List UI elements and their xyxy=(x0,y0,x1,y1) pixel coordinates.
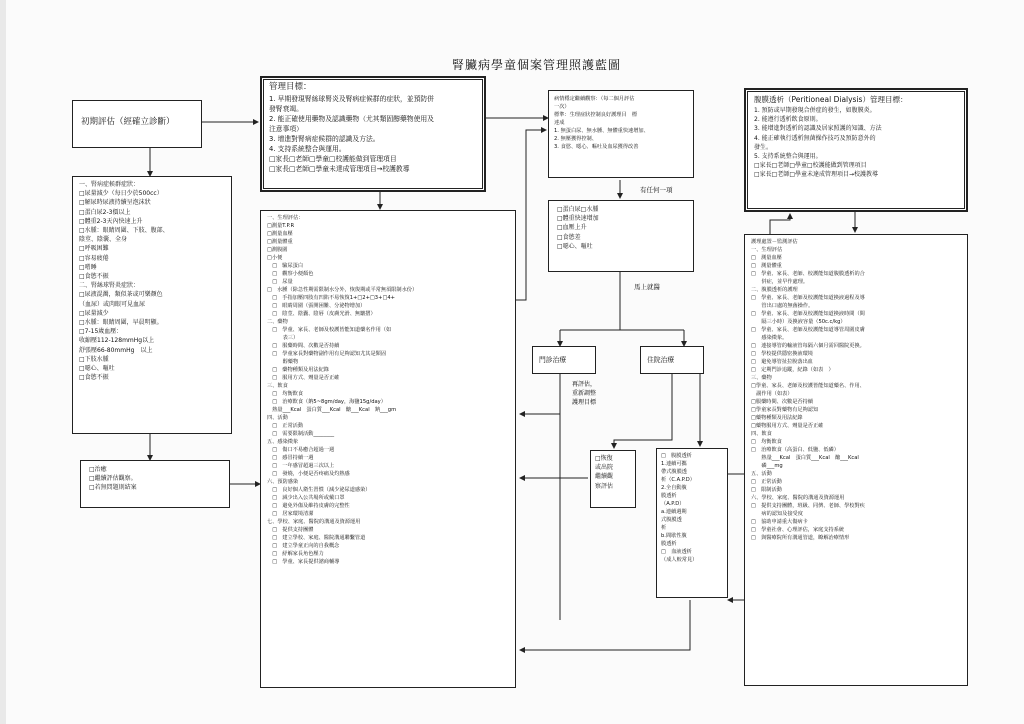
pd-goal-line: 1. 預防或早期發現合併症的發生，如腹膜炎。 xyxy=(754,107,876,114)
care-line: □ 提供支持團體 xyxy=(267,527,314,533)
care-line: □ 服用方式、劑量是否正確 xyxy=(267,375,340,381)
pd-goals-heading: 腹膜透析（Peritioneal Dialysis）管理目標： xyxy=(754,95,908,104)
symptom-line: □食慾不振 xyxy=(79,273,109,281)
dialysis-care-line: □ 正常活動 xyxy=(751,479,782,485)
dialysis-line: （成人較常見） xyxy=(661,557,698,563)
symptom-line: □水腫：眼睛周圍，早晨明顯。 xyxy=(79,319,163,327)
outcome-line: □治癒 xyxy=(89,466,107,473)
care-line: □ 學童、家長提供諮商輔導 xyxy=(267,559,340,565)
care-line: 六、預防感染 xyxy=(267,479,299,485)
care-line: □ 尿量 xyxy=(267,279,293,285)
care-line: □ 居家環境清潔 xyxy=(267,511,314,517)
goal-line: 1. 早期發現腎絲球腎炎及腎病症候群的症狀，並預防併 xyxy=(269,95,434,103)
dialysis-care-line: 併症，並早作處理。 xyxy=(751,279,809,285)
symptoms-box xyxy=(72,176,232,434)
symptom-line: □蛋白尿2-3價以上 xyxy=(79,208,131,216)
symptom-item: □體重快速增加 xyxy=(557,215,599,223)
initial-evaluation-label: 初期評估（經確立診斷） xyxy=(81,117,175,127)
symptom-line: 收縮壓112-128mmHg以上 xyxy=(79,337,155,345)
dialysis-care-box xyxy=(744,234,968,686)
goal-line: 3. 增進對腎病症候群的認識及方法。 xyxy=(269,135,380,143)
outcome-line: □繼續評估觀察。 xyxy=(89,475,137,483)
dialysis-care-line: 四、飲食 xyxy=(751,431,772,437)
dialysis-modes-box xyxy=(656,448,728,598)
warning-symptoms-list xyxy=(557,205,685,251)
re-evaluate-note xyxy=(572,380,596,408)
management-goals-list xyxy=(269,94,477,174)
dialysis-care-line: □服藥時間、次數是否持續 xyxy=(751,399,813,405)
care-line: □測腹圍 xyxy=(267,247,288,253)
dialysis-care-line: □ 測量體重 xyxy=(751,263,782,269)
dialysis-care-line: □ 提供支持團體，班級、同儕、老師、學校對疾 xyxy=(751,503,865,509)
symptom-item: □食慾差 xyxy=(557,233,581,241)
dialysis-care-line: □ 學童、家長、老師及校護能知道換液時間（間 xyxy=(751,311,865,317)
recovery-text xyxy=(595,454,631,491)
inpatient-label: 住院治療 xyxy=(647,356,675,364)
care-line: □ 手指加壓四肢有凹陷不易恢復1+□2+□3+□4+ xyxy=(267,295,396,301)
care-line: 醇藥物 xyxy=(267,359,299,365)
symptom-line: 陰莖、陰囊、全身 xyxy=(79,236,128,244)
dialysis-line: a.連續週期 xyxy=(661,509,687,515)
dialysis-line: 析 xyxy=(661,525,667,531)
care-line: 三、飲食 xyxy=(267,383,288,389)
care-line: □ 發燒，小便是否疼痛及灼熱感 xyxy=(267,471,350,477)
care-line: 二、藥物 xyxy=(267,319,288,325)
dialysis-care-line: 熱量___Kcal 蛋白質___Kcal 醣___Kcal xyxy=(751,455,859,461)
dialysis-line: 膜透析 xyxy=(661,493,677,499)
pd-goal-line: □家長□老師□學童□校護能做到管理項目 xyxy=(754,162,867,170)
symptom-item: □血壓上升 xyxy=(557,224,587,232)
pd-goal-line: 4. 能正確執行透析無菌操作技巧及預防意外的 xyxy=(754,134,876,142)
nursing-care-box xyxy=(260,210,516,688)
observation-line: 一次） xyxy=(554,104,570,110)
symptom-line: □尿液混濁，類似茶或可樂顏色 xyxy=(79,291,163,299)
outpatient-label: 門診治療 xyxy=(539,356,567,364)
dialysis-line: 1.連續可攜 xyxy=(661,461,687,467)
dialysis-care-line: 一、生理評估 xyxy=(751,247,783,253)
dialysis-care-line: □ 學童社會、心理評估，家庭支持系統 xyxy=(751,527,845,533)
pd-goal-line: 3. 能增進對透析的認識及居家照護的知識、方法 xyxy=(754,125,882,133)
recovery-box xyxy=(590,450,636,508)
dialysis-care-line: 感染徵象。 xyxy=(751,335,788,341)
symptom-line: □噁心、嘔吐 xyxy=(79,365,115,373)
dialysis-care-line: 副作用（如表） xyxy=(751,391,793,397)
care-line: □ 正常活動 xyxy=(267,423,304,429)
dialysis-line: b.間歇性腹 xyxy=(661,533,687,539)
observation-line: 2. 無壓獲得控制、 xyxy=(554,136,597,142)
symptom-line: □水腫：眼睛周圍、下肢、腹部、 xyxy=(79,227,169,235)
observation-line: 達成 xyxy=(554,120,565,126)
symptom-line: □嗜睡 xyxy=(79,263,97,271)
care-line: □ 減少出入公共場所或戴口罩 xyxy=(267,495,345,501)
symptom-line: 一、腎病症候群症狀： xyxy=(79,181,140,188)
dialysis-care-line: □學童、家長、老師及校護皆能知道藥名、作用、 xyxy=(751,383,865,389)
symptom-line: □食慾不振 xyxy=(79,374,109,382)
care-line: □ 避免外傷及維持皮膚的完整性 xyxy=(267,503,350,509)
care-line: 七、學校、家庭、醫院的溝通及資源運用 xyxy=(267,519,361,525)
recovery-line: □恢復 xyxy=(595,455,613,462)
dialysis-care-line: 隔三小時）及換液容量（50c.c/kg） xyxy=(751,319,846,325)
pd-goal-line: 發生。 xyxy=(754,143,773,151)
pd-goals-list xyxy=(754,106,958,180)
dialysis-care-line: □ 均衡飲食 xyxy=(751,439,782,445)
dialysis-care-list xyxy=(751,238,961,542)
care-line: 熱量___Kcal 蛋白質___Kcal 醣___Kcal 鈉___gm xyxy=(267,407,397,413)
symptom-line: □尿量減少 xyxy=(79,309,109,317)
observation-line: 病情穩定繼續觀察：（每二個月評估 xyxy=(554,96,635,102)
dialysis-care-line: □ 限制活動 xyxy=(751,487,782,493)
symptom-line: （血尿）或肉眼可見血尿 xyxy=(79,300,146,308)
dialysis-line: （A.P.D） xyxy=(661,501,685,507)
stable-observation-text xyxy=(554,95,688,151)
care-line: □ 需要限制活動________ xyxy=(267,431,335,437)
dialysis-care-line: □藥物服用方式、劑量是否正確 xyxy=(751,423,824,429)
symptom-line: 舒張壓66-80mmHg 以上 xyxy=(79,346,153,354)
dialysis-line: 式腹膜透 xyxy=(661,517,682,523)
symptom-item: □蛋白尿□水腫 xyxy=(557,206,599,213)
dialysis-line: 2.全自動腹 xyxy=(661,485,687,491)
dialysis-care-line: 護理處置－監測評估 xyxy=(751,239,798,245)
care-line: □ 建立學童正向的自我概念 xyxy=(267,543,340,549)
care-line: □ 觀察小便顏色 xyxy=(267,271,314,277)
symptom-item: □噁心、嘔吐 xyxy=(557,242,593,250)
observation-line: 1. 無蛋白尿、無水腫、無體重快速增加、 xyxy=(554,128,649,134)
dialysis-care-line: □ 學童、家長、老師及校護能知道導管周圍皮膚 xyxy=(751,327,865,333)
dialysis-care-line: □ 治療飲食（高蛋白、低鹽、低磷） xyxy=(751,447,839,453)
outcome-line: □若無問題則結案 xyxy=(89,484,137,492)
dialysis-care-line: □ 學校提供隱密換液環境 xyxy=(751,351,813,357)
care-line: □ 學童、家長、老師及校護皆能知道藥名作用（如 xyxy=(267,327,392,333)
dialysis-care-line: 六、學校、家庭、醫院的溝通及資源運用 xyxy=(751,495,845,501)
care-line: □ 紓解家長角色壓力 xyxy=(267,551,324,557)
reeval-line: 重新調整 xyxy=(572,390,597,398)
care-line: □ 陰莖、陰囊、陰唇（皮膚光滑、無皺摺） xyxy=(267,311,376,317)
any-item-label: 有任何一項 xyxy=(640,186,673,194)
dialysis-care-line: □ 定期門診追蹤，紀錄（如表 ） xyxy=(751,367,834,373)
goal-line: □家長□老師□學童未達成管理項目→校護教導 xyxy=(269,165,410,173)
dialysis-care-line: 病的認知及接受度 xyxy=(751,511,803,517)
dialysis-line: □ 腹膜透析 xyxy=(661,453,692,459)
care-line: □ 良好個人衛生習慣（減少泌尿道感染） xyxy=(267,487,371,493)
dialysis-care-line: □ 避免導管扯拉脫落出血 xyxy=(751,359,813,365)
care-line: □測量體重 xyxy=(267,239,293,245)
care-line: □ 藥物種類及用法紀錄 xyxy=(267,367,329,373)
symptoms-list xyxy=(79,180,225,382)
dialysis-care-line: 磷___mg xyxy=(751,463,783,469)
symptom-line: □呼吸困難 xyxy=(79,245,109,253)
inpatient-box xyxy=(640,346,704,374)
dialysis-care-line: □藥物種類及用法紀錄 xyxy=(751,415,803,421)
care-line: □測量血壓 xyxy=(267,231,293,237)
symptom-line: □體重2-3天內快速上升 xyxy=(79,217,143,225)
care-line: □ 學童家長對藥物副作用有足夠認知尤其是類固 xyxy=(267,351,387,357)
pd-goal-line: □家長□老師□學童未達成管理項目→校護教導 xyxy=(754,171,879,179)
symptom-line: □容易疲倦 xyxy=(79,254,109,262)
recovery-line: 察評估 xyxy=(595,482,614,490)
management-goals-box xyxy=(260,76,486,192)
observation-line: 3. 食慾、噁心、嘔吐及血尿獲得改善 xyxy=(554,144,639,150)
dialysis-modes-text xyxy=(661,452,723,564)
goal-line: 4. 支持系統整合與運用。 xyxy=(269,145,346,153)
symptom-line: 二、腎絲球腎炎症狀： xyxy=(79,282,140,290)
care-line: □ 眼睛周圍（張開困難、分泌物增加） xyxy=(267,303,366,309)
care-line: 一、生理評估： xyxy=(267,215,304,221)
care-line: □ 感冒持續一週 xyxy=(267,455,314,461)
recovery-line: 繼續觀 xyxy=(595,473,614,481)
dialysis-line: 膜透析 xyxy=(661,541,677,547)
dialysis-line: 帶式腹膜透 xyxy=(661,469,687,475)
symptom-line: □7-15歲血壓： xyxy=(79,328,123,336)
see-doctor-label: 馬上就醫 xyxy=(634,283,660,291)
stable-observation-box xyxy=(548,90,694,178)
dialysis-care-line: □ 協助申請重大傷病卡 xyxy=(751,519,808,525)
observation-line: 標準：生理症狀控制良好護理目 標 xyxy=(554,112,638,118)
care-line: □ 治療飲食（鈉5~8gm/day，海鹽15g/day） xyxy=(267,399,386,405)
dialysis-care-line: □ 測量血壓 xyxy=(751,255,782,261)
goal-line: 發腎衰竭。 xyxy=(269,105,303,113)
goal-line: 2. 能正確使用藥物及認識藥物（尤其類固醇藥物使用及 xyxy=(269,115,434,123)
recovery-line: 或出院 xyxy=(595,464,614,472)
dialysis-care-line: 五、活動 xyxy=(751,471,772,477)
warning-symptoms-box xyxy=(548,200,694,272)
pd-goals-box xyxy=(744,88,968,212)
pd-goal-line: 2. 能遵行透析飲食原則。 xyxy=(754,116,822,124)
goal-line: 注意事項） xyxy=(269,125,303,133)
care-line: □ 水腫（除急性期需限制水分外，恢復期或平常無須限制水份） xyxy=(267,287,418,293)
symptom-line: □下肢水腫 xyxy=(79,355,109,363)
symptom-line: □尿量減少（每日少於500cc） xyxy=(79,190,163,198)
dialysis-line: □ 血液透析 xyxy=(661,549,692,555)
care-line: 五、感染徵象 xyxy=(267,439,299,445)
dialysis-care-line: □ 與醫療院所有溝通管道，瞭解治療情形 xyxy=(751,535,850,541)
care-line: □ 一年感冒超過三次以上 xyxy=(267,463,335,469)
symptom-line: □解尿時尿液持續呈泡沫狀 xyxy=(79,199,151,207)
care-line: □ 驗尿蛋白 xyxy=(267,263,304,269)
care-line: □ 建立學校、家庭、醫院溝通聯繫管道 xyxy=(267,535,366,541)
care-line: □ 傷口不易癒合超過一週 xyxy=(267,447,335,453)
care-line: 表三） xyxy=(267,335,299,341)
management-goals-heading: 管理目標： xyxy=(269,82,312,92)
pd-goal-line: 5. 支持系統整合與運用。 xyxy=(754,153,822,161)
page-title: 腎臟病學童個案管理照護藍圖 xyxy=(452,58,622,72)
dialysis-care-line: □ 學童、家長、老師及校護能知道換液過程及導 xyxy=(751,295,865,301)
dialysis-line: 析（C.A.P.D） xyxy=(661,477,695,483)
nursing-care-list xyxy=(267,214,509,566)
care-line: □測量T.P.R xyxy=(267,223,295,229)
reeval-line: 護理目標 xyxy=(572,399,597,407)
initial-evaluation-box xyxy=(72,100,202,148)
reeval-line: 再評估， xyxy=(572,381,597,388)
goal-line: □家長□老師□學童□校護能做到管理項目 xyxy=(269,155,397,163)
care-line: 四、活動 xyxy=(267,415,288,421)
care-line: □ 均衡飲食 xyxy=(267,391,304,397)
dialysis-care-line: □學童家長對藥物有足夠認知 xyxy=(751,407,819,413)
dialysis-care-line: 三、藥物 xyxy=(751,375,772,381)
dialysis-care-line: □ 連接導管的輸液管每隔六個月需回醫院更換。 xyxy=(751,343,865,349)
care-line: □ 服藥時間、次數是否持續 xyxy=(267,343,340,349)
dialysis-care-line: □ 學童、家長、老師、校護能知道腹膜透析的合 xyxy=(751,271,865,277)
outcome-list xyxy=(89,465,221,493)
dialysis-care-line: 管出口處的無菌操作。 xyxy=(751,303,814,309)
outpatient-box xyxy=(532,346,596,374)
dialysis-care-line: 二、腹膜透析的護理 xyxy=(751,287,798,293)
care-line: □小便 xyxy=(267,255,283,261)
outcome-box xyxy=(80,460,230,508)
